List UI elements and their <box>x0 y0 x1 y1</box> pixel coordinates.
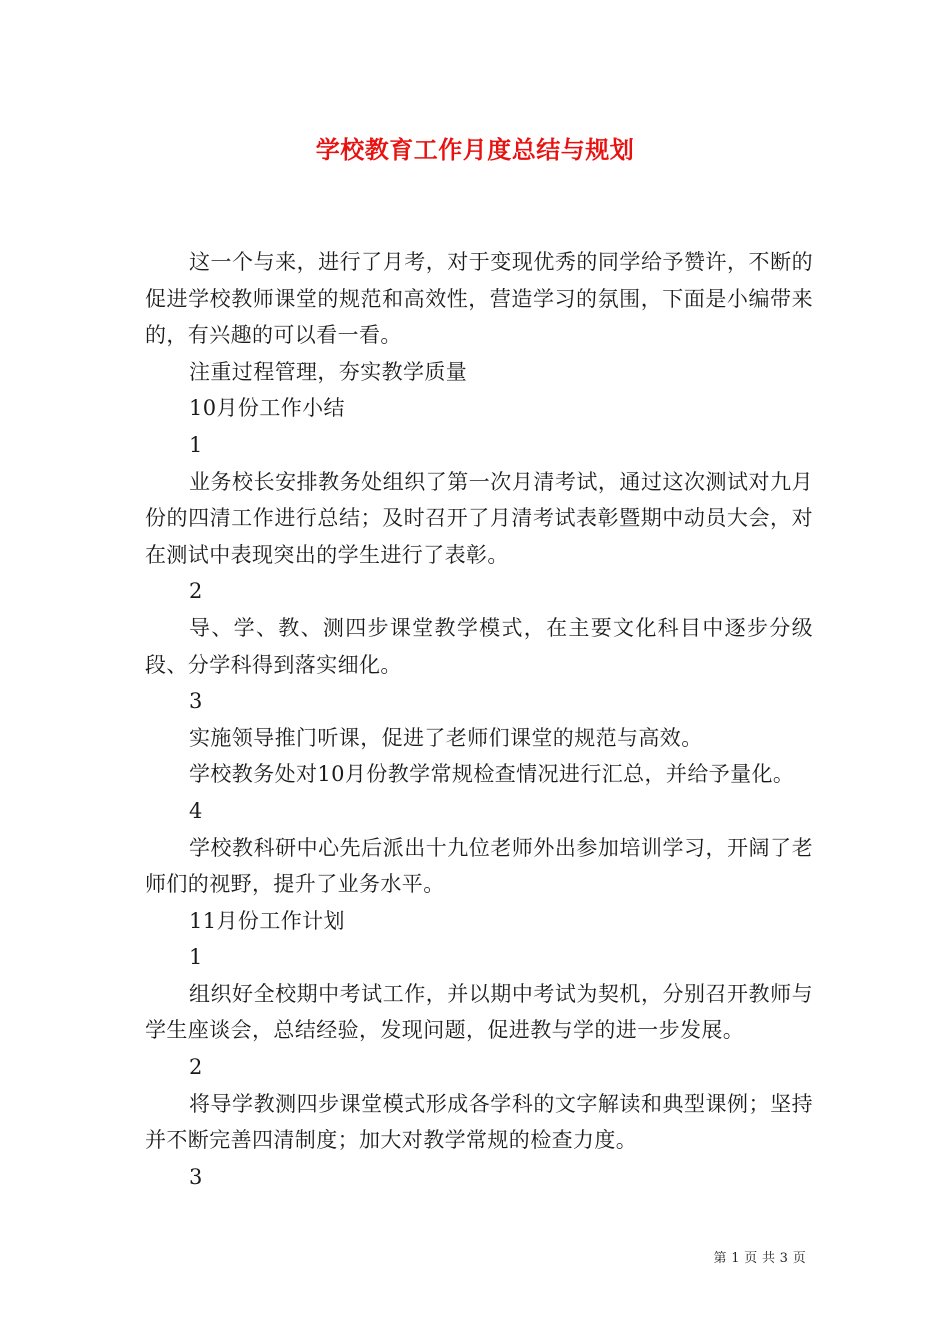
paragraph: 学校教务处对10月份教学常规检查情况进行汇总，并给予量化。 <box>189 762 795 787</box>
document-body <box>145 244 813 1195</box>
section-heading: 注重过程管理，夯实教学质量 <box>189 359 468 384</box>
paragraph: 将导学教测四步课堂模式形成各学科的文字解读和典型课例；坚持并不断完善四清制度；加大对教学常规的检查力度。 <box>145 1091 813 1153</box>
page-footer: 第 1 页 共 3 页 <box>713 1251 806 1266</box>
paragraph: 导、学、教、测四步课堂教学模式，在主要文化科目中逐步分级段、分学科得到落实细化。 <box>145 615 813 677</box>
item-number: 4 <box>189 798 203 823</box>
item-number: 2 <box>189 1055 203 1080</box>
section-heading: 11月份工作计划 <box>189 908 345 933</box>
paragraph: 这一个与来，进行了月考，对于变现优秀的同学给予赞许，不断的促进学校教师课堂的规范和高效性，营造学习的氛围，下面是小编带来的，有兴趣的可以看一看。 <box>145 250 813 348</box>
paragraph: 学校教科研中心先后派出十九位老师外出参加培训学习，开阔了老师们的视野，提升了业务水平。 <box>145 835 813 897</box>
item-number: 1 <box>189 432 203 457</box>
item-number: 3 <box>189 1164 203 1189</box>
item-number: 1 <box>189 945 203 970</box>
paragraph: 业务校长安排教务处组织了第一次月清考试，通过这次测试对九月份的四清工作进行总结；及时召开了月清考试表彰暨期中动员大会，对在测试中表现突出的学生进行了表彰。 <box>145 469 813 567</box>
paragraph: 组织好全校期中考试工作，并以期中考试为契机，分别召开教师与学生座谈会，总结经验，发现问题，促进教与学的进一步发展。 <box>145 981 813 1043</box>
item-number: 2 <box>189 579 203 604</box>
item-number: 3 <box>189 689 203 714</box>
paragraph: 实施领导推门听课，促进了老师们课堂的规范与高效。 <box>189 725 703 750</box>
section-heading: 10月份工作小结 <box>189 396 345 421</box>
document-title: 学校教育工作月度总结与规划 <box>315 135 635 164</box>
